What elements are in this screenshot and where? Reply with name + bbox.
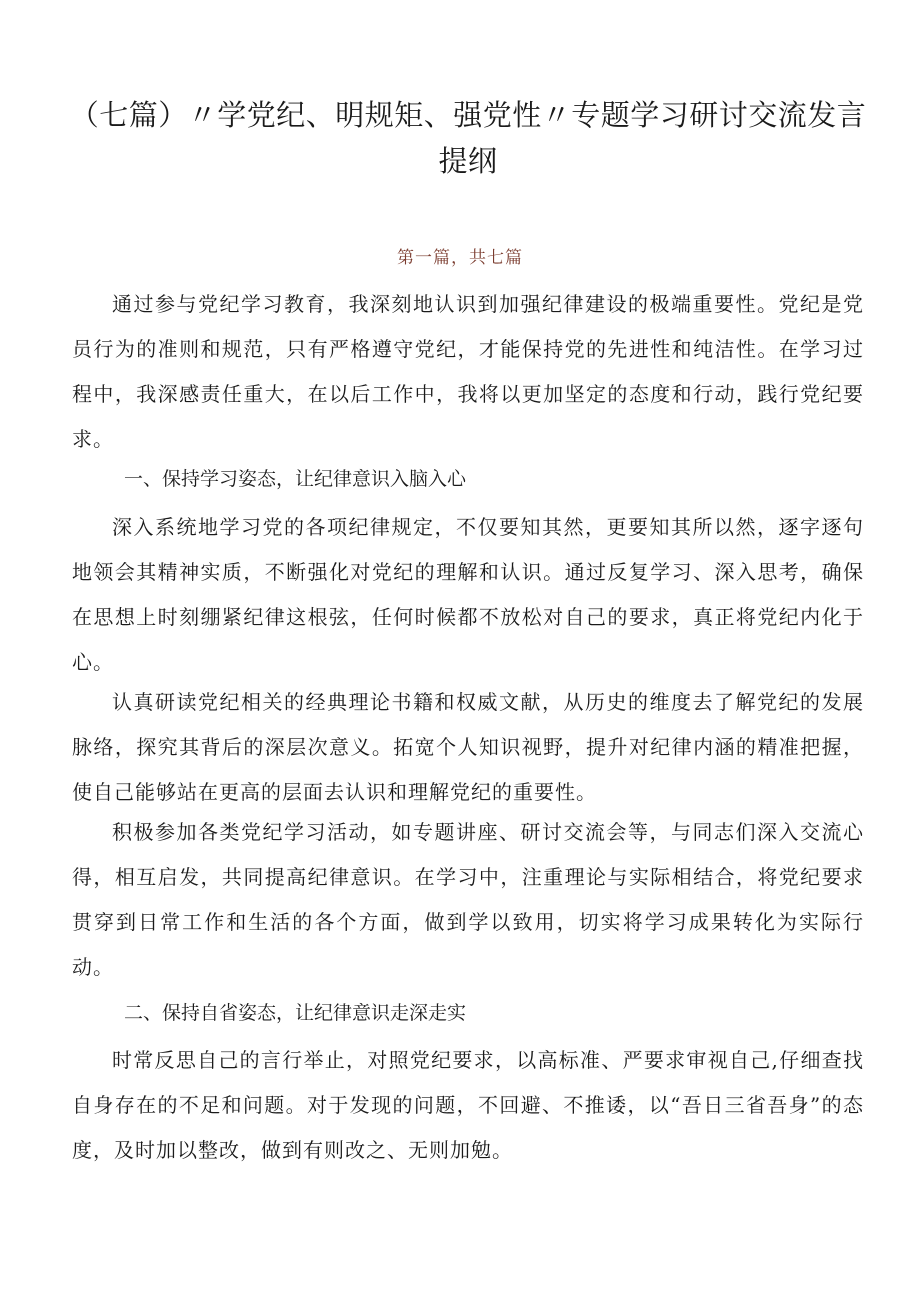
section-2-paragraph-1: 时常反思自己的言行举止，对照党纪要求，以高标准、严要求审视自己,仔细查找自身存在的不足和问题。对于发现的问题，不回避、不推诿，以“吾日三省吾身”的态度，及时加以整改，做到有则改之、无则加勉。 xyxy=(72,1048,864,1162)
section-heading-2: 二、保持自省姿态，让纪律意识走深走实 xyxy=(124,1002,467,1024)
section-1-paragraph-2: 认真研读党纪相关的经典理论书籍和权威文献，从历史的维度去了解党纪的发展脉络，探究其背后的深层次意义。拓宽个人知识视野，提升对纪律内涵的精准把握，使自己能够站在更高的层面去认识和理解党纪的重要性。 xyxy=(72,690,864,804)
section-1-paragraph-3: 积极参加各类党纪学习活动，如专题讲座、研讨交流会等，与同志们深入交流心得，相互启发，共同提高纪律意识。在学习中，注重理论与实际相结合，将党纪要求贯穿到日常工作和生活的各个方面，做到学以致用，切实将学习成果转化为实际行动。 xyxy=(72,820,864,979)
document-title: （七篇）〃学党纪、明规矩、强党性〃专题学习研讨交流发言提纲 xyxy=(69,98,867,178)
part-heading: 第一篇，共七篇 xyxy=(397,248,523,268)
intro-paragraph: 通过参与党纪学习教育，我深刻地认识到加强纪律建设的极端重要性。党纪是党员行为的准则和规范，只有严格遵守党纪，才能保持党的先进性和纯洁性。在学习过程中，我深感责任重大，在以后工作中，我将以更加坚定的态度和行动，践行党纪要求。 xyxy=(72,292,864,451)
section-1-paragraph-1: 深入系统地学习党的各项纪律规定，不仅要知其然，更要知其所以然，逐字逐句地领会其精神实质，不断强化对党纪的理解和认识。通过反复学习、深入思考，确保在思想上时刻绷紧纪律这根弦，任何时候都不放松对自己的要求，真正将党纪内化于心。 xyxy=(72,515,864,674)
section-heading-1: 一、保持学习姿态，让纪律意识入脑入心 xyxy=(124,468,467,490)
